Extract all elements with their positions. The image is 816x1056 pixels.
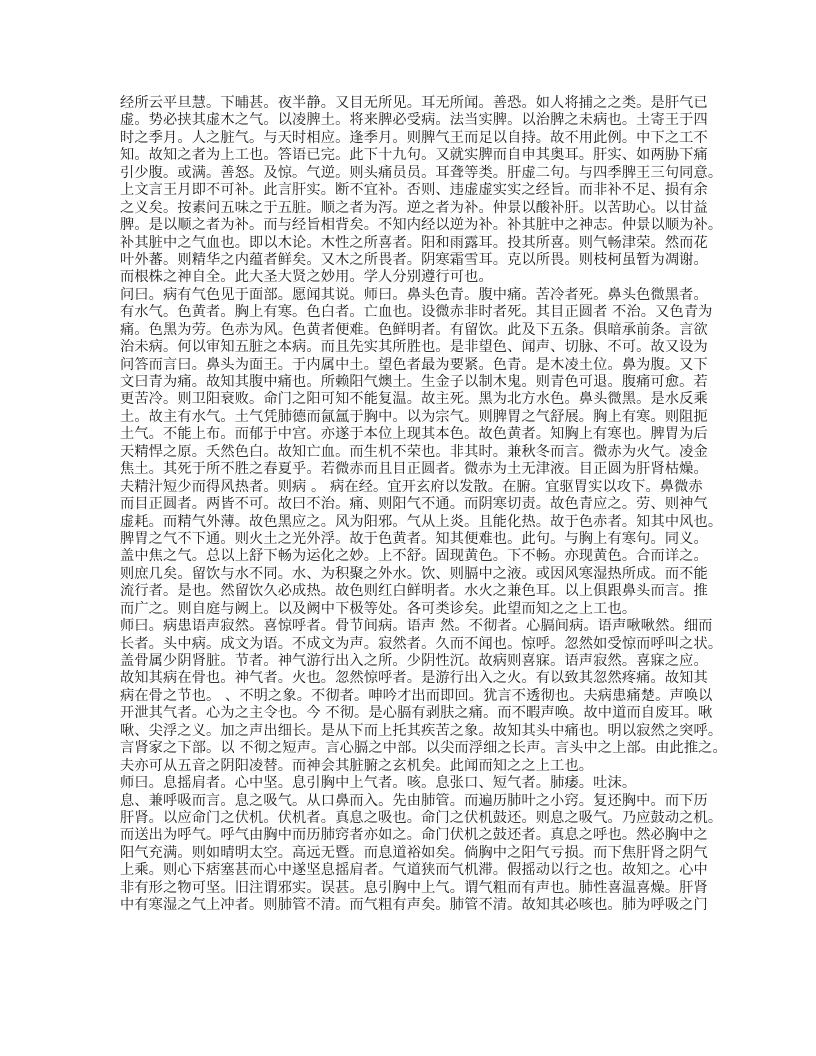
text-line: 盖骨属少阴肾脏。节者。神气游行出入之所。少阴性沉。故病则喜寐。语声寂然。喜寐之应。	[120, 653, 708, 669]
text-line: 脾。是以顺之者为补。而与经旨相背矣。不知内经以逆为补。补其脏中之神志。仲景以顺为补。	[120, 217, 723, 234]
text-line: 问曰。病有气色见于面部。愿闻其说。师曰。鼻头色青。腹中痛。苦冷者死。鼻头色微黑者。	[120, 286, 708, 303]
text-line: 盖中焦之气。总以上舒下畅为运化之妙。上不舒。固现黄色。下不畅。亦现黄色。合而详之。	[120, 548, 708, 565]
text-line: 夫精汁短少而得风热者。则病 。 病在经。宜开玄府以发散。在腑。宜驱胃实以攻下。鼻微赤	[120, 478, 703, 495]
text-line: 虚。势必挟其虚木之气。以凌脾土。将来脾必受病。法当实脾。以治脾之未病也。土寄王于四	[120, 112, 708, 129]
text-line: 焦土。其死于所不胜之春夏乎。若微赤而且目正圆者。微赤为土无津液。目正圆为肝肾枯燥。	[120, 461, 708, 478]
text-line: 啾、尖浮之义。加之声出细长。是从下而上托其疾苦之象。故知其头中痛也。明以寂然之突呼。	[120, 722, 723, 739]
text-line: 而广之。则自庭与阙上。以及阙中下极等处。各可类诊矣。此望而知之之上工也。	[120, 600, 637, 617]
text-line: 天精悍之原。夭然色白。故知亡血。而生机不荣也。非其时。兼秋冬而言。微赤为火气。凌金	[120, 443, 708, 460]
text-line: 治未病。何以审知五脏之本病。而且先实其所胜也。是非望色、闻声、切脉、不可。故又设为	[120, 339, 708, 356]
text-line: 时之季月。人之脏气。与天时相应。逢季月。则脾气王而足以自持。故不用此例。中下之工不	[120, 129, 708, 146]
text-line: 经所云平旦慧。下晡甚。夜半静。又目无所见。耳无所闻。善恐。如人将捕之之类。是肝气已	[120, 95, 708, 111]
text-line: 引少腹。或满。善怒。及惊。气逆。则头痛员员。耳聋等类。肝虚二句。与四季脾王三句同意。	[120, 164, 723, 181]
text-line: 痛。色黑为劳。色赤为风。色黄者便难。色鲜明者。有留饮。此及下五条。俱暗承前条。言欲	[120, 321, 708, 338]
text-line: 上文言王月即不可补。此言肝实。断不宜补。否则、违虚虚实实之经旨。而非补不足、损有余	[120, 182, 708, 199]
text-line: 之义矣。按素问五味之于五脏。顺之者为泻。逆之者为补。仲景以酸补肝。以苦助心。以甘益	[120, 199, 708, 216]
text-line: 长者。头中病。成文为语。不成文为声。寂然者。久而不闻也。惊呼。忽然如受惊而呼叫之状。	[120, 635, 723, 652]
text-line: 则庶几矣。留饮与水不同。水、为积聚之外水。饮、则膈中之液。或因风寒湿热所成。而不能	[120, 565, 708, 582]
text-line: 上乘。则心下痞塞甚而心中遂坚息摇肩者。气道狭而气机滞。假摇动以行之也。故知之。心中	[120, 862, 708, 879]
text-line: 有水气。色黄者。胸上有寒。色白者。亡血也。设微赤非时者死。其目正圆者 不治。又色青为	[120, 304, 713, 321]
text-line: 肝肾。以应命门之伏机。伏机者。真息之吸也。命门之伏机鼓还。则息之吸气。乃应鼓动之机。	[120, 809, 723, 826]
text-line: 更苦冷。则卫阳衰败。命门之阳可知不能复温。故主死。黑为北方水色。鼻头微黑。是水反乘	[120, 391, 708, 408]
text-line: 补其脏中之气血也。即以木论。木性之所喜者。阳和雨露耳。投其所喜。则气畅津荣。然而花	[120, 234, 708, 251]
text-line: 故知其病在骨也。神气者。火也。忽然惊呼者。是游行出入之火。有以致其忽然疼痛。故知其	[120, 670, 708, 687]
text-line: 开泄其气者。心为之主令也。今 不彻。是心膈有剥肤之痛。而不暇声唤。故中道而自废耳。啾	[120, 705, 713, 722]
text-line: 阳气充满。则如晴明太空。高远无暨。而息道裕如矣。倘胸中之阳气亏损。而下焦肝肾之阴气	[120, 844, 708, 861]
text-line: 流行者。是也。然留饮久必成热。故色则红白鲜明者。水火之兼色耳。以上俱跟鼻头而言。推	[120, 583, 708, 600]
text-line: 夫亦可从五音之阴阳凌替。而神会其脏腑之玄机矣。此闻而知之之上工也。	[120, 757, 594, 774]
text-line: 知。故知之者为上工也。答语已完。此下十九句。又就实脾而自申其奥耳。肝实、如两胁下痛	[120, 147, 708, 164]
text-line: 师曰。息摇肩者。心中坚。息引胸中上气者。咳。息张口、短气者。肺痿。吐沫。	[120, 775, 637, 792]
text-line: 土。故主有水气。土气凭肺德而氤氲于胸中。以为宗气。则脾胃之气舒展。胸上有寒。则阻扼	[120, 408, 708, 425]
text-line: 师曰。病患语声寂然。喜惊呼者。骨节间病。语声 然。不彻者。心膈间病。语声啾啾然。细而	[120, 618, 713, 635]
text-line: 病在骨之节也。 、不明之象。不彻者。呻吟才出而即回。犹言不透彻也。夫病患痛楚。声唤以	[120, 687, 713, 704]
text-line: 文曰青为痛。故知其腹中痛也。所赖阳气燠土。生金子以制木鬼。则青色可退。腹痛可愈。若	[120, 374, 708, 390]
text-line: 而目正圆者。两皆不可。故曰不治。痛、则阳气不通。而阴寒切责。故色青应之。劳、则神气	[120, 496, 708, 513]
text-line: 中有寒湿之气上冲者。则肺管不清。而气粗有声矣。肺管不清。故知其必咳也。肺为呼吸之门	[120, 897, 708, 914]
text-line: 而送出为呼气。呼气由胸中而历肺窍者亦如之。命门伏机之鼓还者。真息之呼也。然必胸中之	[120, 827, 708, 844]
document-page	[120, 95, 727, 915]
text-line: 言肾家之下部。以 不彻之短声。言心膈之中部。以尖而浮细之长声。言头中之上部。由此推之。	[120, 740, 727, 757]
text-line: 虚耗。而精气外薄。故色黑应之。风为阳邪。气从上炎。且能化热。故于色赤者。知其中风也。	[120, 513, 723, 530]
text-line: 非有形之物可坚。旧注谓邪实。误甚。息引胸中上气。谓气粗而有声也。肺性喜温喜燥。肝肾	[120, 879, 708, 896]
text-line: 叶外蕃。则精华之内蕴者鲜矣。又木之所畏者。阴寒霜雪耳。克以所畏。则枝柯虽暂为凋谢。	[120, 251, 708, 268]
text-line: 而根株之神自全。此大圣大贤之妙用。学人分别遵行可也。	[120, 269, 493, 286]
text-line: 脾胃之气不下通。则火土之光外浮。故于色黄者。知其便难也。此句。与胸上有寒句。同义。	[120, 530, 708, 547]
text-line: 问答而言曰。鼻头为面王。于内属中土。望色者最为要紧。色青。是木凌土位。鼻为腹。又下	[120, 356, 708, 373]
text-line: 土气。不能上布。而郁于中宫。亦遂于本位上现其本色。故色黄者。知胸上有寒也。脾胃为后	[120, 426, 708, 443]
text-line: 息、兼呼吸而言。息之吸气。从口鼻而入。先由肺管。而遍历肺叶之小窍。复还胸中。而下历	[120, 792, 708, 809]
